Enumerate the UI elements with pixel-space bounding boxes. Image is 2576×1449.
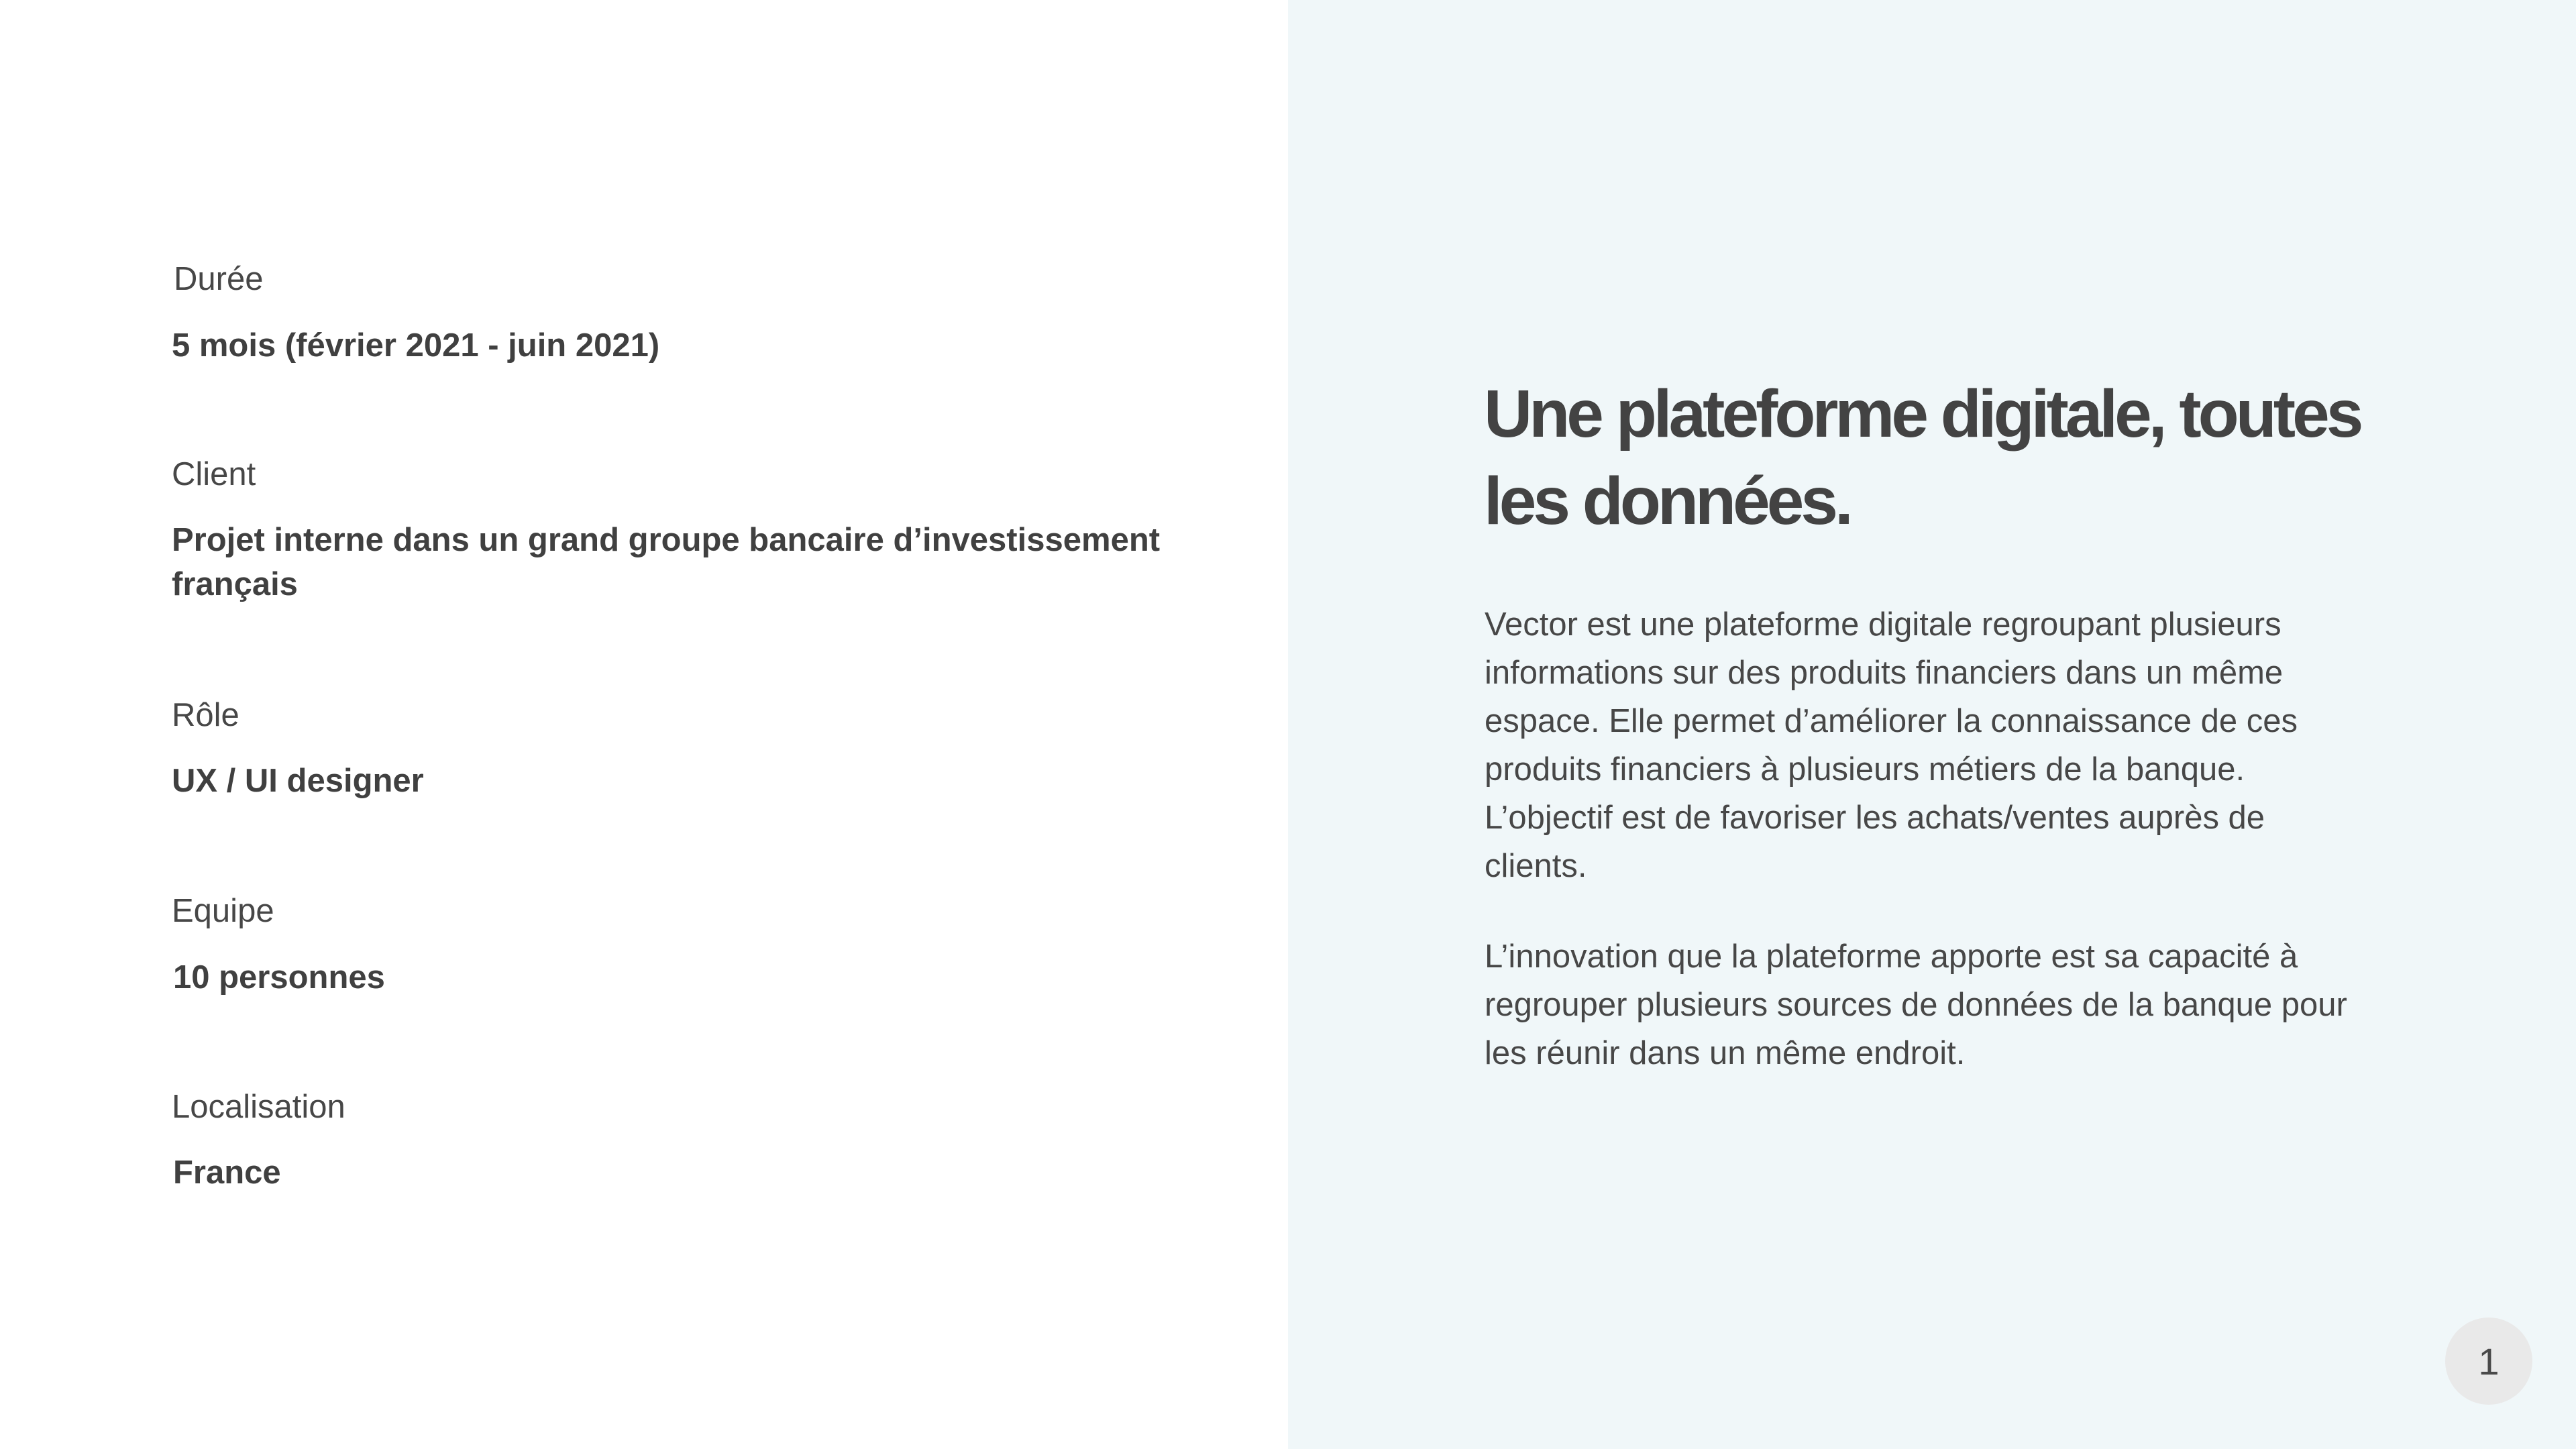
- page-number-badge: 1: [2445, 1318, 2532, 1405]
- team-value: 10 personnes: [173, 959, 385, 996]
- client-value: Projet interne dans un grand groupe bancaire d’investissement français: [172, 522, 1161, 602]
- headline: Une plateforme digitale, toutes les données.: [1484, 376, 2361, 539]
- role-label: Rôle: [172, 697, 239, 733]
- duration-value: 5 mois (février 2021 - juin 2021): [172, 327, 660, 364]
- duration-label: Durée: [174, 261, 264, 297]
- location-label: Localisation: [172, 1089, 345, 1125]
- team-label: Equipe: [172, 893, 274, 929]
- location-value: France: [173, 1155, 281, 1191]
- description-paragraph: Vector est une plateforme digitale regroupant plusieurs informations sur des produits financiers dans un même espace. Elle permet d’améliorer la connaissance de ces produits financiers à plusieurs métiers de la banque. L’objectif est de favoriser les achats/ventes auprès de clients.: [1485, 606, 2298, 884]
- role-value: UX / UI designer: [172, 763, 424, 799]
- client-label: Client: [172, 456, 256, 492]
- innovation-paragraph: L’innovation que la plateforme apporte est sa capacité à regrouper plusieurs sources de données de la banque pour les réunir dans un même endroit.: [1485, 938, 2347, 1071]
